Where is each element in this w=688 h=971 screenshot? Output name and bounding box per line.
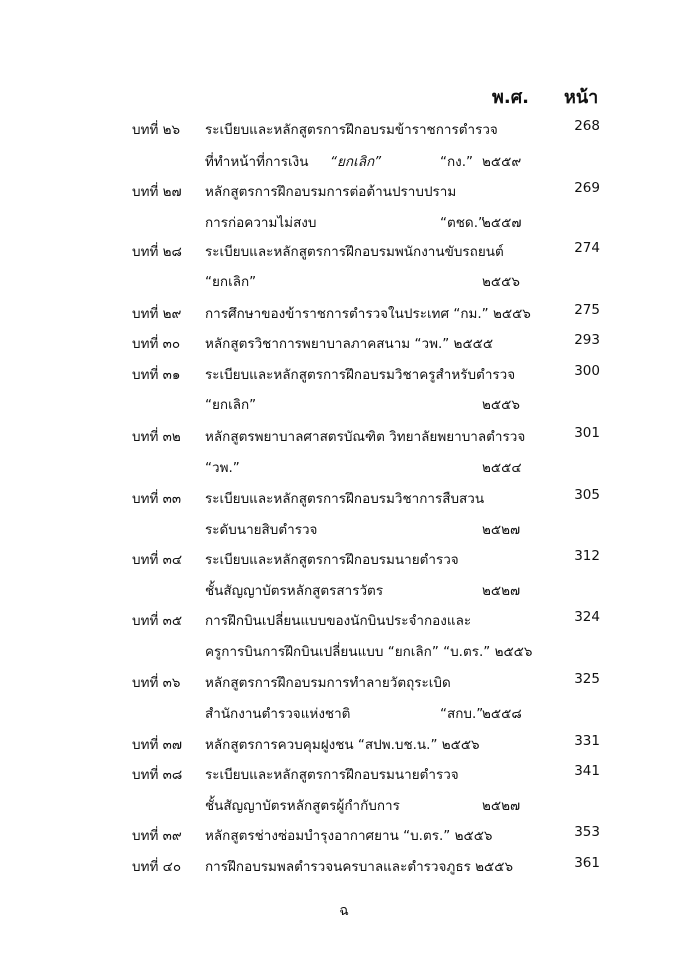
chapter-number: บทที่ ๓๐ (132, 336, 181, 352)
toc-entry (0, 609, 688, 633)
toc-entry (0, 487, 688, 511)
chapter-title: การศึกษาของข้าราชการตำรวจในประเทศ “กม.” ๒๕๕๖ (205, 306, 531, 322)
chapter-number: บทที่ ๒๘ (132, 244, 182, 260)
year: ๒๕๕๖ (482, 274, 520, 290)
toc-entry (0, 671, 688, 695)
chapter-number: บทที่ ๓๕ (132, 613, 183, 629)
year: ๒๕๒๗ (482, 522, 521, 538)
page-number: 341 (574, 763, 600, 779)
chapter-title: ระเบียบและหลักสูตรการฝึกอบรมข้าราชการตำรวจ (205, 122, 498, 138)
toc-entry-continuation (0, 579, 688, 603)
toc-entry-continuation (0, 211, 688, 235)
toc-entry-continuation (0, 150, 688, 174)
chapter-title: หลักสูตรการฝึกอบรมการต่อต้านปราบปราม (205, 184, 457, 200)
toc-entry (0, 855, 688, 879)
toc-entry-continuation (0, 702, 688, 726)
toc-entry (0, 118, 688, 142)
year: ๒๕๕๘ (482, 706, 522, 722)
page-number: 331 (574, 733, 600, 749)
toc-entry (0, 763, 688, 787)
page-number: 275 (574, 302, 600, 318)
chapter-number: บทที่ ๒๖ (132, 122, 181, 138)
agency-code: “สกบ.” (440, 706, 484, 722)
page-number: 361 (574, 855, 600, 871)
chapter-title-continued: สำนักงานตำรวจแห่งชาติ (205, 706, 351, 722)
chapter-title: การฝึกอบรมพลตำรวจนครบาลและตำรวจภูธร ๒๕๕๖ (205, 859, 514, 875)
chapter-number: บทที่ ๒๙ (132, 306, 182, 322)
toc-entry (0, 332, 688, 356)
page-number: 293 (574, 332, 600, 348)
page-number: 269 (574, 180, 600, 196)
column-header-year: พ.ศ. (492, 87, 529, 108)
chapter-title-continued: ชั้นสัญญาบัตรหลักสูตรผู้กำกับการ (205, 798, 400, 814)
page-number: 301 (574, 425, 600, 441)
page-number: 353 (574, 824, 600, 840)
toc-entry (0, 425, 688, 449)
toc-entry-continuation (0, 456, 688, 480)
toc-entry (0, 180, 688, 204)
toc-entry-continuation (0, 518, 688, 542)
toc-entry-continuation (0, 794, 688, 818)
chapter-number: บทที่ ๓๓ (132, 491, 182, 507)
toc-entry (0, 824, 688, 848)
agency-code: “กง.” (440, 154, 474, 170)
page-number: 268 (574, 118, 600, 134)
chapter-number: บทที่ ๔๐ (132, 859, 182, 875)
chapter-number: บทที่ ๓๙ (132, 828, 182, 844)
year: ๒๕๕๙ (482, 154, 522, 170)
toc-entry (0, 363, 688, 387)
chapter-number: บทที่ ๓๖ (132, 675, 181, 691)
chapter-title-continued: “วพ.” (205, 460, 240, 476)
chapter-title: ระเบียบและหลักสูตรการฝึกอบรมนายตำรวจ (205, 767, 459, 783)
chapter-number: บทที่ ๒๗ (132, 184, 182, 200)
chapter-number: บทที่ ๓๗ (132, 737, 183, 753)
chapter-title-continued: “ยกเลิก” (205, 274, 257, 290)
toc-entry-continuation (0, 393, 688, 417)
toc-entry (0, 302, 688, 326)
page-number: 312 (574, 548, 600, 564)
chapter-title: หลักสูตรการฝึกอบรมการทำลายวัตถุระเบิด (205, 675, 451, 691)
page-number: 325 (574, 671, 600, 687)
toc-entry-continuation (0, 640, 688, 664)
chapter-title-continued: ที่ทำหน้าที่การเงิน (205, 154, 309, 170)
chapter-title-continued: การก่อความไม่สงบ (205, 215, 317, 231)
agency-code: “ตชด.” (440, 215, 485, 231)
toc-entry (0, 548, 688, 572)
chapter-title-continued: “ยกเลิก” (205, 397, 257, 413)
chapter-number: บทที่ ๓๘ (132, 767, 183, 783)
chapter-title-continued: ครูการบินการฝึกบินเปลี่ยนแบบ “ยกเลิก” “บ.ตร.” ๒๕๕๖ (205, 644, 533, 660)
chapter-title: ระเบียบและหลักสูตรการฝึกอบรมวิชาครูสำหรับตำรวจ (205, 367, 516, 383)
page-number: 324 (574, 609, 600, 625)
chapter-title-continued: ชั้นสัญญาบัตรหลักสูตรสารวัตร (205, 583, 384, 599)
chapter-title: ระเบียบและหลักสูตรการฝึกอบรมวิชาการสืบสวน (205, 491, 485, 507)
chapter-title: หลักสูตรการควบคุมฝูงชน “สปพ.บช.น.” ๒๕๕๖ (205, 737, 480, 753)
page-number: 305 (574, 487, 600, 503)
page-number: 300 (574, 363, 600, 379)
year: ๒๕๕๖ (482, 397, 520, 413)
year: ๒๕๒๗ (482, 798, 521, 814)
toc-entry-continuation (0, 270, 688, 294)
chapter-title: การฝึกบินเปลี่ยนแบบของนักบินประจำกองและ (205, 613, 472, 629)
chapter-title: ระเบียบและหลักสูตรการฝึกอบรมพนักงานขับรถยนต์ (205, 244, 504, 260)
toc-entry (0, 240, 688, 264)
page-marker: ฉ (339, 903, 349, 919)
chapter-title: หลักสูตรวิชาการพยาบาลภาคสนาม “วพ.” ๒๕๕๕ (205, 336, 494, 352)
year: ๒๕๒๗ (482, 583, 521, 599)
chapter-number: บทที่ ๓๑ (132, 367, 181, 383)
year: ๒๕๕๗ (482, 215, 522, 231)
chapter-title: ระเบียบและหลักสูตรการฝึกอบรมนายตำรวจ (205, 552, 459, 568)
status-note: “ยกเลิก” (330, 154, 382, 170)
chapter-title: หลักสูตรช่างซ่อมบำรุงอากาศยาน “บ.ตร.” ๒๕๕๖ (205, 828, 493, 844)
chapter-title-continued: ระดับนายสิบตำรวจ (205, 522, 318, 538)
chapter-title: หลักสูตรพยาบาลศาสตรบัณฑิต วิทยาลัยพยาบาลตำรวจ (205, 429, 526, 445)
year: ๒๕๕๔ (482, 460, 522, 476)
toc-entry (0, 733, 688, 757)
chapter-number: บทที่ ๓๔ (132, 552, 183, 568)
column-header-page: หน้า (564, 87, 599, 108)
chapter-number: บทที่ ๓๒ (132, 429, 181, 445)
page-number: 274 (574, 240, 600, 256)
